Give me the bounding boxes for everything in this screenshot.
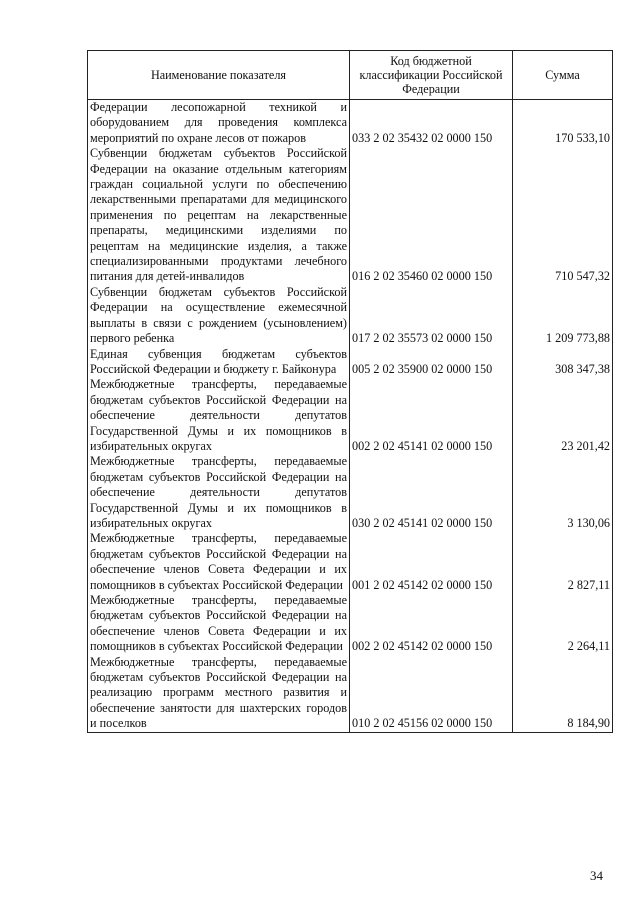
row-code: 010 2 02 45156 02 0000 150 [350,655,513,733]
header-indicator-name: Наименование показателя [88,51,350,100]
row-code: 002 2 02 45142 02 0000 150 [350,593,513,655]
row-sum: 23 201,42 [513,377,613,454]
header-sum: Сумма [513,51,613,100]
row-name: Межбюджетные трансферты, передаваемые бюджетам субъектов Российской Федерации на обеспечение членов Совета Федерации и их помощников в субъектах Российской Федерации [88,531,350,593]
table-row [88,531,613,593]
row-name: Субвенции бюджетам субъектов Российской Федерации на оказание отдельным категориям граждан социальной услуги по обеспечению лекарственными препаратами для медицинского применения по рецептам на лекарственные препараты, медицинскими изделиями по рецептам на медицинские изделия, а также специализированными продуктами лечебного питания для детей-инвалидов [88,146,350,285]
header-budget-code: Код бюджетной классификации Российской Федерации [350,51,513,100]
table-header-row [88,51,613,100]
row-code: 005 2 02 35900 02 0000 150 [350,347,513,378]
row-sum: 308 347,38 [513,347,613,378]
page-number: 34 [590,868,603,883]
row-name: Федерации лесопожарной техникой и оборудованием для проведения комплекса мероприятий по охране лесов от пожаров [88,100,350,147]
row-code: 017 2 02 35573 02 0000 150 [350,285,513,347]
row-sum: 8 184,90 [513,655,613,733]
row-sum: 2 264,11 [513,593,613,655]
table-row [88,454,613,531]
table-row [88,146,613,285]
row-name: Субвенции бюджетам субъектов Российской Федерации на осуществление ежемесячной выплаты в связи с рождением (усыновлением) первого ребенка [88,285,350,347]
row-name: Межбюджетные трансферты, передаваемые бюджетам субъектов Российской Федерации на реализацию программ местного развития и обеспечение занятости для шахтерских городов и поселков [88,655,350,733]
table-row [88,655,613,733]
row-sum: 1 209 773,88 [513,285,613,347]
table-row [88,593,613,655]
row-name: Межбюджетные трансферты, передаваемые бюджетам субъектов Российской Федерации на обеспечение деятельности депутатов Государственной Думы и их помощников в избирательных округах [88,454,350,531]
row-sum: 2 827,11 [513,531,613,593]
row-sum: 3 130,06 [513,454,613,531]
table-row [88,377,613,454]
table-row [88,285,613,347]
row-code: 002 2 02 45141 02 0000 150 [350,377,513,454]
row-name: Единая субвенция бюджетам субъектов Российской Федерации и бюджету г. Байконура [88,347,350,378]
row-code: 030 2 02 45141 02 0000 150 [350,454,513,531]
row-sum: 710 547,32 [513,146,613,285]
row-code: 001 2 02 45142 02 0000 150 [350,531,513,593]
row-sum: 170 533,10 [513,100,613,147]
row-name: Межбюджетные трансферты, передаваемые бюджетам субъектов Российской Федерации на обеспечение членов Совета Федерации и их помощников в субъектах Российской Федерации [88,593,350,655]
table-row [88,100,613,147]
table-row [88,347,613,378]
row-name: Межбюджетные трансферты, передаваемые бюджетам субъектов Российской Федерации на обеспечение деятельности депутатов Государственной Думы и их помощников в избирательных округах [88,377,350,454]
row-code: 033 2 02 35432 02 0000 150 [350,100,513,147]
row-code: 016 2 02 35460 02 0000 150 [350,146,513,285]
budget-table [87,50,613,733]
